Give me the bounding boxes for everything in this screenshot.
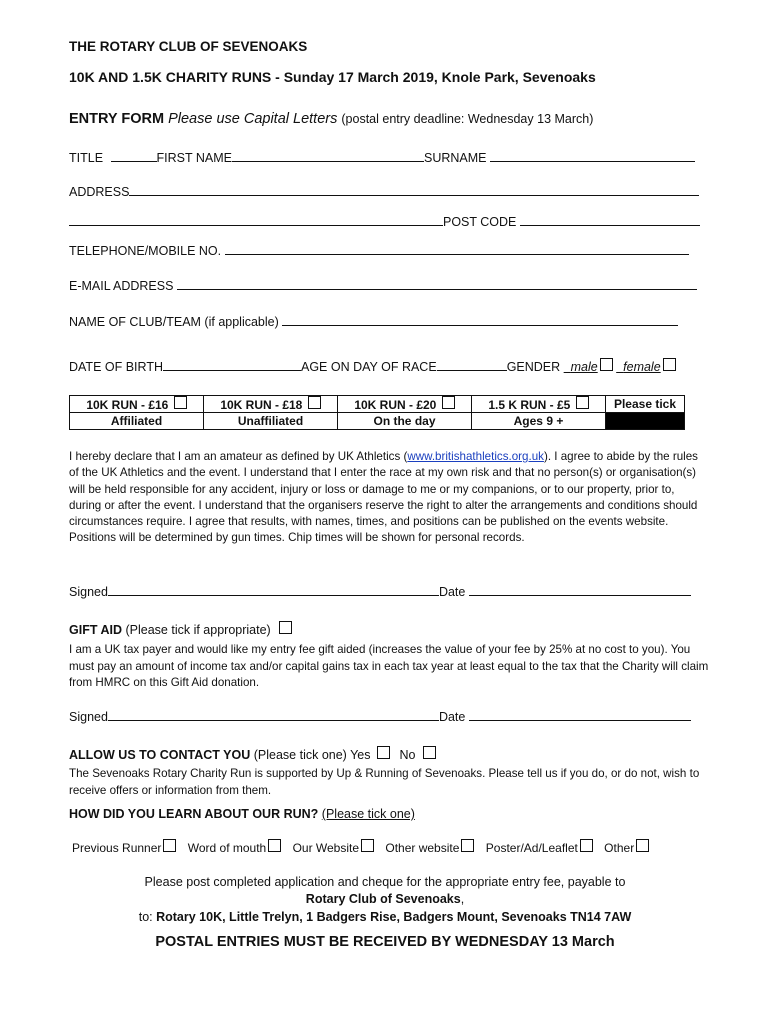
club-team-label: NAME OF CLUB/TEAM (if applicable): [69, 315, 279, 329]
footer-to-label: to:: [138, 910, 153, 924]
age-label: AGE ON DAY OF RACE: [301, 360, 437, 374]
fee-price: 1.5 K RUN - £5: [488, 398, 571, 412]
fee-category: On the day: [338, 413, 472, 430]
gift-aid-heading: [69, 621, 292, 637]
gender-label: GENDER: [506, 360, 561, 374]
dob-row: [69, 357, 676, 374]
uk-athletics-link[interactable]: www.britishathletics.org.uk: [407, 450, 544, 463]
fee-10k-affiliated: [70, 396, 204, 413]
gift-aid-title: GIFT AID: [69, 623, 123, 637]
post-code-field[interactable]: [520, 212, 700, 226]
learn-option-poster: Poster/Ad/Leaflet: [485, 841, 578, 855]
declaration-text: [69, 449, 709, 547]
fee-category: Affiliated: [70, 413, 204, 430]
telephone-field[interactable]: [225, 241, 689, 255]
surname-field[interactable]: [490, 148, 695, 162]
postcode-row: [69, 212, 700, 229]
signature-field-2[interactable]: [108, 707, 439, 721]
female-option: female: [623, 360, 661, 374]
contact-heading: [69, 746, 436, 762]
signature-field-1[interactable]: [108, 582, 439, 596]
fee-checkbox[interactable]: [576, 396, 589, 409]
footer-payee: Rotary Club of Sevenoaks: [305, 892, 461, 906]
date-label: Date: [438, 710, 466, 724]
fee-checkbox[interactable]: [308, 396, 321, 409]
date-label: Date: [438, 585, 466, 599]
footer-deadline: POSTAL ENTRIES MUST BE RECEIVED BY WEDNESDAY 13 March: [155, 934, 615, 950]
declaration-intro: I hereby declare that I am an amateur as defined by UK Athletics (: [69, 450, 408, 463]
signed-label: Signed: [69, 710, 108, 724]
learn-option-our-website: Our Website: [292, 841, 360, 855]
female-checkbox[interactable]: [663, 358, 676, 371]
fee-price: 10K RUN - £20: [354, 398, 437, 412]
contact-yes-label: Yes: [350, 748, 371, 762]
post-code-label: POST CODE: [443, 215, 517, 229]
contact-yes-checkbox[interactable]: [377, 746, 390, 759]
fee-checkbox[interactable]: [442, 396, 455, 409]
footer-address-line: [0, 910, 770, 924]
learn-checkbox-other[interactable]: [636, 839, 649, 852]
address-field-1[interactable]: [129, 182, 699, 196]
entry-form-heading: [69, 111, 593, 127]
footer-address: Rotary 10K, Little Trelyn, 1 Badgers Rise, Badgers Mount, Sevenoaks TN14 7AW: [156, 910, 632, 924]
fee-10k-unaffiliated: [204, 396, 338, 413]
fee-1-5k: [472, 396, 606, 413]
gift-aid-checkbox[interactable]: [279, 621, 292, 634]
fees-table: [69, 395, 685, 430]
footer-instruction: Please post completed application and cheque for the appropriate entry fee, payable to: [144, 875, 626, 889]
name-row: [69, 148, 695, 165]
contact-note: (Please tick one): [253, 748, 347, 762]
telephone-label: TELEPHONE/MOBILE NO.: [69, 244, 222, 258]
learn-option-other-website: Other website: [385, 841, 460, 855]
please-tick-header: Please tick: [606, 396, 685, 413]
learn-checkbox-previous-runner[interactable]: [163, 839, 176, 852]
contact-title: ALLOW US TO CONTACT YOU: [69, 748, 251, 762]
address-label: ADDRESS: [69, 185, 130, 199]
learn-options: [72, 839, 649, 855]
footer-payee-comma: ,: [460, 892, 465, 906]
tick-cell[interactable]: [606, 413, 685, 430]
gift-aid-text: I am a UK tax payer and would like my entry fee gift aided (increases the value of your fee by 25% at no cost to you). You must pay an amount of income tax and/or capital gains tax in each tax year at least equal to the tax that the Charity will claim from HMRC on this Gift Aid donation.: [69, 643, 709, 689]
email-row: [69, 276, 697, 293]
footer-payee-line: [0, 892, 770, 906]
first-name-label: FIRST NAME: [156, 151, 233, 165]
signature-row-1: [69, 582, 691, 599]
male-option: male: [570, 360, 598, 374]
learn-option-word-of-mouth: Word of mouth: [187, 841, 267, 855]
learn-note: (Please tick one): [321, 807, 415, 821]
learn-checkbox-our-website[interactable]: [361, 839, 374, 852]
learn-checkbox-poster[interactable]: [580, 839, 593, 852]
learn-heading: [69, 807, 415, 821]
deadline-note: (postal entry deadline: Wednesday 13 March): [341, 112, 594, 126]
dob-field[interactable]: [163, 357, 301, 371]
email-field[interactable]: [177, 276, 697, 290]
capital-letters-note: Please use Capital Letters: [168, 111, 338, 127]
club-team-field[interactable]: [282, 312, 678, 326]
address-field-2[interactable]: [69, 212, 443, 226]
age-field[interactable]: [437, 357, 507, 371]
email-label: E-MAIL ADDRESS: [69, 279, 174, 293]
surname-label: SURNAME: [424, 151, 487, 165]
date-field-2[interactable]: [469, 707, 691, 721]
male-checkbox[interactable]: [600, 358, 613, 371]
declaration-body: ). I agree to abide by the rules of the UK Athletics and the event. I understand that I enter the race at my own risk and that no person(s) or organisation(s) will be held responsible for any accident, injury or loss or damage to me or my companions, or to our property, prior to, during or after the event. I understand that the organisers reserve the right to alter the arrangements and conditions should circumstances require. I agree that results, with names, times, and positions can be published on the events website. Positions will be determined by gun times. Chip times will be shown for personal records.: [69, 450, 698, 545]
title-field[interactable]: [111, 148, 157, 162]
signed-label: Signed: [69, 585, 108, 599]
telephone-row: [69, 241, 689, 258]
entry-form-label: ENTRY FORM: [69, 111, 165, 127]
fee-checkbox[interactable]: [174, 396, 187, 409]
fee-10k-on-the-day: [338, 396, 472, 413]
dob-label: DATE OF BIRTH: [69, 360, 163, 374]
club-team-row: [69, 312, 678, 329]
learn-checkbox-word-of-mouth[interactable]: [268, 839, 281, 852]
learn-title: HOW DID YOU LEARN ABOUT OUR RUN?: [69, 807, 319, 821]
learn-checkbox-other-website[interactable]: [461, 839, 474, 852]
address-row: [69, 182, 699, 199]
fee-price: 10K RUN - £18: [220, 398, 303, 412]
learn-option-previous-runner: Previous Runner: [72, 841, 162, 855]
date-field-1[interactable]: [469, 582, 691, 596]
contact-no-checkbox[interactable]: [423, 746, 436, 759]
club-title: THE ROTARY CLUB OF SEVENOAKS: [69, 39, 308, 54]
title-label: TITLE: [69, 151, 104, 165]
fee-category: Unaffiliated: [204, 413, 338, 430]
first-name-field[interactable]: [232, 148, 424, 162]
gift-aid-note: (Please tick if appropriate): [125, 623, 271, 637]
contact-text: The Sevenoaks Rotary Charity Run is supported by Up & Running of Sevenoaks. Please tell us if you do, or do not, wish to receive offers or information from them.: [69, 767, 700, 797]
signature-row-2: [69, 707, 691, 724]
fee-category: Ages 9 +: [472, 413, 606, 430]
fee-price: 10K RUN - £16: [86, 398, 169, 412]
event-title: 10K AND 1.5K CHARITY RUNS - Sunday 17 March 2019, Knole Park, Sevenoaks: [69, 69, 596, 85]
learn-option-other: Other: [604, 841, 635, 855]
contact-no-label: No: [399, 748, 416, 762]
